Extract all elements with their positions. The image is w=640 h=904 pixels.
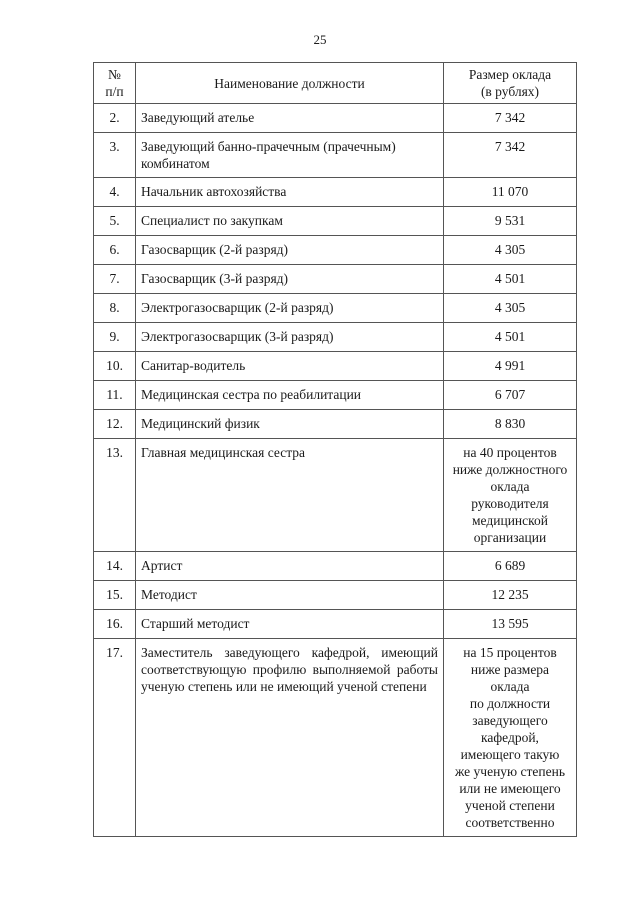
- position-name: Заведующий банно-прачечным (прачечным) комбинатом: [136, 133, 444, 178]
- salary-value: 11 070: [444, 178, 577, 207]
- table-row: [94, 581, 577, 610]
- row-number: 5.: [94, 207, 136, 236]
- row-number: 6.: [94, 236, 136, 265]
- row-number: 13.: [94, 439, 136, 552]
- salary-value: 12 235: [444, 581, 577, 610]
- salary-value: 6 689: [444, 552, 577, 581]
- salary-table: [93, 62, 577, 837]
- row-number: 17.: [94, 639, 136, 837]
- row-number: 14.: [94, 552, 136, 581]
- table-row: [94, 178, 577, 207]
- table-row: [94, 639, 577, 837]
- row-number: 7.: [94, 265, 136, 294]
- salary-value: на 40 процентов ниже должностного оклада руководителя медицинской организации: [444, 439, 577, 552]
- position-name: Санитар-водитель: [136, 352, 444, 381]
- position-name: Начальник автохозяйства: [136, 178, 444, 207]
- row-number: 4.: [94, 178, 136, 207]
- salary-value: 7 342: [444, 133, 577, 178]
- table-row: [94, 236, 577, 265]
- salary-value: 13 595: [444, 610, 577, 639]
- position-name: Электрогазосварщик (2-й разряд): [136, 294, 444, 323]
- position-name: Методист: [136, 581, 444, 610]
- table-row: [94, 610, 577, 639]
- position-name: Заместитель заведующего кафедрой, имеющий соответствующую профилю выполняемой работы ученую степень или не имеющий ученой степени: [136, 639, 444, 837]
- position-name: Газосварщик (3-й разряд): [136, 265, 444, 294]
- row-number: 10.: [94, 352, 136, 381]
- position-name: Медицинская сестра по реабилитации: [136, 381, 444, 410]
- salary-value: 9 531: [444, 207, 577, 236]
- salary-value: 4 305: [444, 236, 577, 265]
- header-name: Наименование должности: [136, 63, 444, 104]
- table-row: [94, 104, 577, 133]
- salary-value: 4 991: [444, 352, 577, 381]
- table-row: [94, 294, 577, 323]
- position-name: Медицинский физик: [136, 410, 444, 439]
- position-name: Артист: [136, 552, 444, 581]
- row-number: 9.: [94, 323, 136, 352]
- row-number: 11.: [94, 381, 136, 410]
- position-name: Специалист по закупкам: [136, 207, 444, 236]
- table-row: [94, 265, 577, 294]
- position-name: Электрогазосварщик (3-й разряд): [136, 323, 444, 352]
- salary-value: 6 707: [444, 381, 577, 410]
- table-header-row: [94, 63, 577, 104]
- position-name: Старший методист: [136, 610, 444, 639]
- salary-value: 4 501: [444, 265, 577, 294]
- header-salary: Размер оклада (в рублях): [444, 63, 577, 104]
- position-name: Газосварщик (2-й разряд): [136, 236, 444, 265]
- position-name: Главная медицинская сестра: [136, 439, 444, 552]
- table-row: [94, 552, 577, 581]
- table-row: [94, 410, 577, 439]
- table-row: [94, 207, 577, 236]
- table-row: [94, 323, 577, 352]
- table-row: [94, 352, 577, 381]
- salary-value: 7 342: [444, 104, 577, 133]
- salary-value: 8 830: [444, 410, 577, 439]
- salary-value: 4 305: [444, 294, 577, 323]
- position-name: Заведующий ателье: [136, 104, 444, 133]
- table-row: [94, 133, 577, 178]
- table-row: [94, 439, 577, 552]
- row-number: 12.: [94, 410, 136, 439]
- table-row: [94, 381, 577, 410]
- row-number: 15.: [94, 581, 136, 610]
- header-num: № п/п: [94, 63, 136, 104]
- row-number: 3.: [94, 133, 136, 178]
- page-number: 25: [313, 32, 327, 47]
- salary-value: 4 501: [444, 323, 577, 352]
- salary-value: на 15 процентов ниже размера оклада по должности заведующего кафедрой, имеющего такую же ученую степень или не имеющего ученой степени соответственно: [444, 639, 577, 837]
- row-number: 2.: [94, 104, 136, 133]
- row-number: 16.: [94, 610, 136, 639]
- row-number: 8.: [94, 294, 136, 323]
